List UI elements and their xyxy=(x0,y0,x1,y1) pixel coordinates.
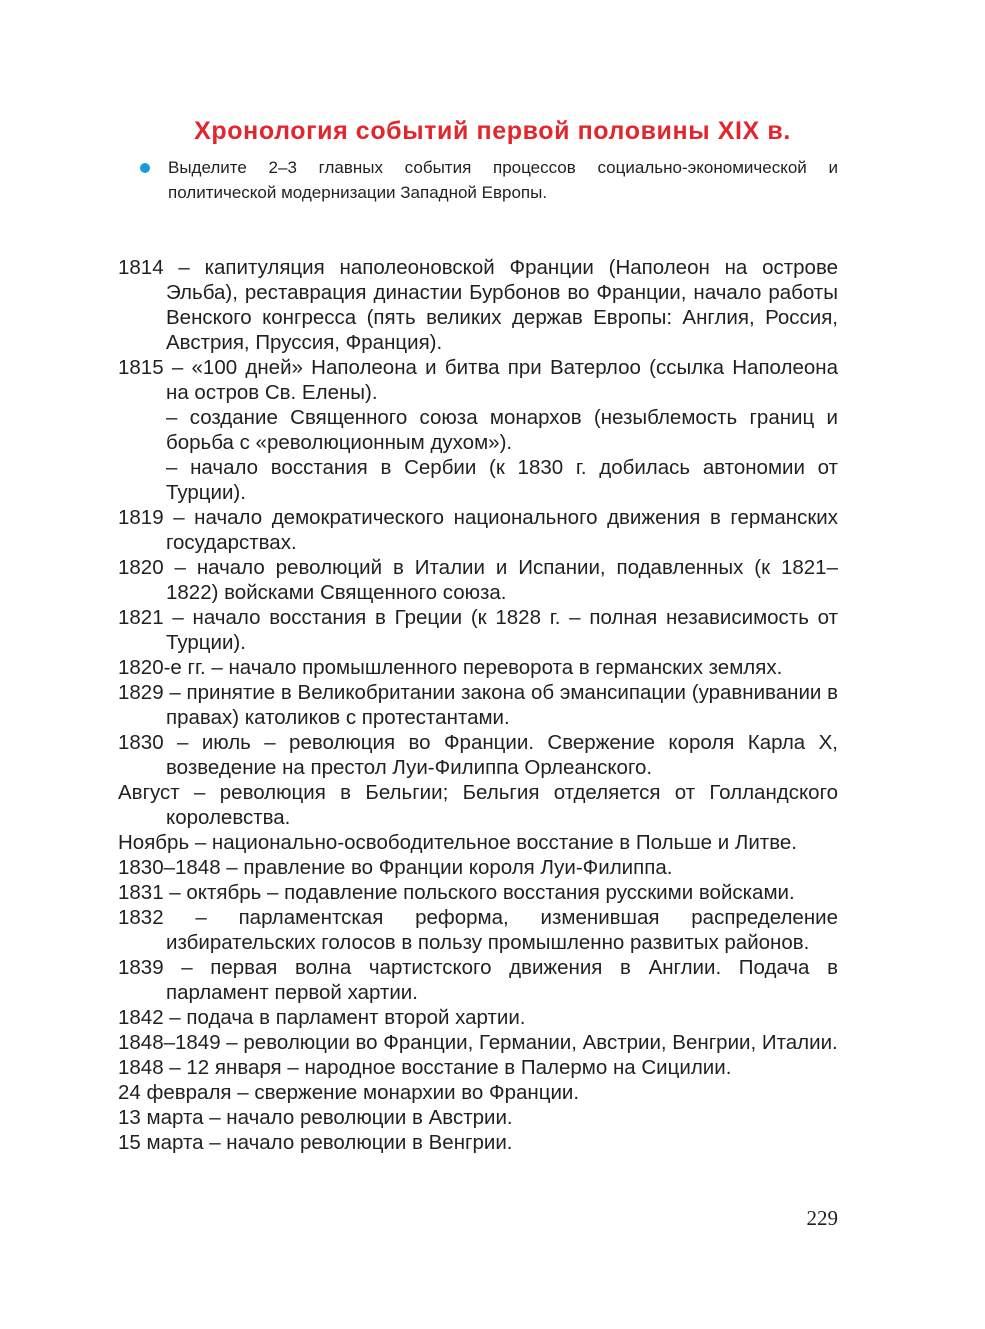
chronology-entry: 1829 – принятие в Великобритании закона об эмансипации (уравнивании в правах) католиков с протестантами. xyxy=(118,681,838,729)
chronology-entry: 1842 – подача в парламент второй хартии. xyxy=(118,1006,526,1029)
chronology-entry: 13 марта – начало революции в Австрии. xyxy=(118,1106,513,1129)
chronology-subentry: – начало восстания в Сербии (к 1830 г. добилась автономии от Турции). xyxy=(166,456,838,504)
chronology-entry: 1830 – июль – революция во Франции. Свержение короля Карла X, возведение на престол Луи-Филиппа Орлеанского. xyxy=(118,731,838,779)
chronology-entry: 1821 – начало восстания в Греции (к 1828 г. – полная независимость от Турции). xyxy=(118,606,838,654)
chronology-entry: 1814 – капитуляция наполеоновской Франции (Наполеон на острове Эльба), реставрация династии Бурбонов во Франции, начало работы Венского конгресса (пять великих держав Европы: Англия, Россия, Австрия, Пруссия, Франция). xyxy=(118,256,838,354)
chronology-entry: 1819 – начало демократического национального движения в германских государствах. xyxy=(118,506,838,554)
chronology-entry: 1848 – 12 января – народное восстание в Палермо на Сицилии. xyxy=(118,1056,732,1079)
chronology-subentry: – создание Священного союза монархов (незыблемость границ и борьба с «революционным духом»). xyxy=(166,406,838,454)
chronology-entry: 1815 – «100 дней» Наполеона и битва при Ватерлоо (ссылка Наполеона на остров Св. Елены). xyxy=(118,356,838,404)
chronology-entry: 1831 – октябрь – подавление польского восстания русскими войсками. xyxy=(118,881,795,904)
chronology-entry: 1820 – начало революций в Италии и Испании, подавленных (к 1821–1822) войсками Священного союза. xyxy=(118,556,838,604)
chronology-entry: 1830–1848 – правление во Франции короля Луи-Филиппа. xyxy=(118,856,673,879)
bullet-icon xyxy=(140,163,150,173)
page-title: Хронология событий первой половины XIX в. xyxy=(194,117,791,145)
chronology-entry: 1820-е гг. – начало промышленного переворота в германских землях. xyxy=(118,656,783,679)
chronology-entry: 1839 – первая волна чартистского движения в Англии. Подача в парламент первой хартии. xyxy=(118,956,838,1004)
chronology-entry: 1832 – парламентская реформа, изменившая распределение избирательских голосов в пользу промышленно развитых районов. xyxy=(118,906,838,954)
chronology-entry: 24 февраля – свержение монархии во Франции. xyxy=(118,1081,580,1104)
chronology-entry: Ноябрь – национально-освободительное восстание в Польше и Литве. xyxy=(118,831,797,854)
page-number: 229 xyxy=(806,1206,838,1230)
chronology-list xyxy=(118,255,838,1155)
task-instruction: Выделите 2–3 главных события процессов социально-экономической и политической модернизации Западной Европы. xyxy=(168,158,838,202)
chronology-entry: 15 марта – начало революции в Венгрии. xyxy=(118,1131,513,1154)
chronology-entry: 1848–1849 – революции во Франции, Германии, Австрии, Венгрии, Италии. xyxy=(118,1031,838,1054)
chronology-entry: Август – революция в Бельгии; Бельгия отделяется от Голландского королевства. xyxy=(118,781,838,829)
